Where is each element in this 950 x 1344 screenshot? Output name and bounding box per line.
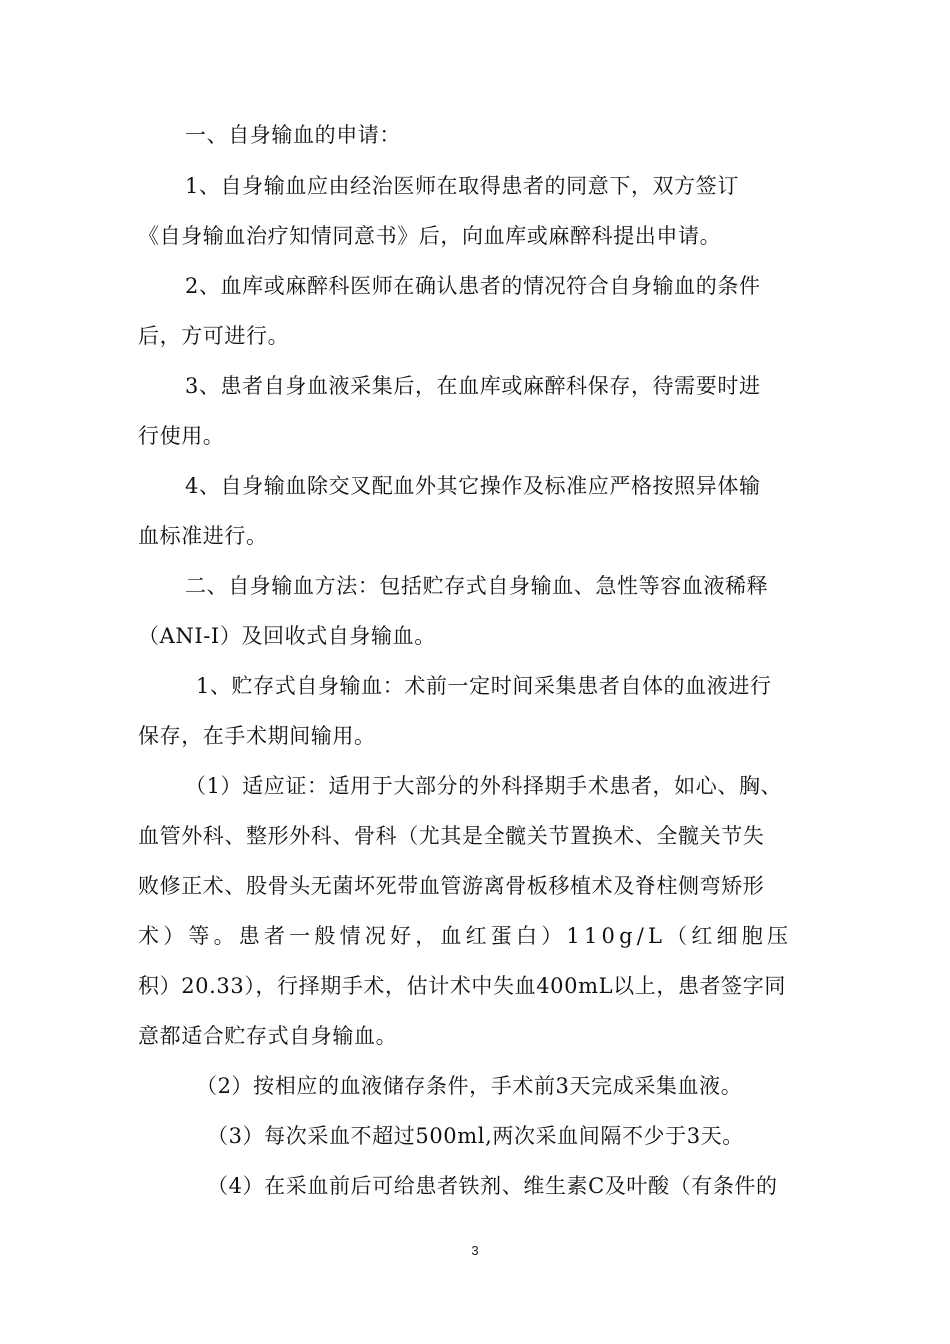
paragraph-line: 2、血库或麻醉科医师在确认患者的情况符合自身输血的条件: [185, 274, 761, 298]
paragraph-line: 积）20.33），行择期手术，估计术中失血400mL以上，患者签字同: [138, 974, 786, 998]
paragraph-line: 后，方可进行。: [138, 324, 290, 348]
page-number: 3: [471, 1243, 479, 1258]
subsection-heading-stored-transfusion: 1、贮存式自身输血：术前一定时间采集患者自体的血液进行: [196, 674, 772, 698]
paragraph-line: （3）每次采血不超过500ml,两次采血间隔不少于3天。: [207, 1124, 744, 1148]
paragraph-line: 保存，在手术期间输用。: [138, 724, 376, 748]
paragraph-line: （2）按相应的血液储存条件，手术前3天完成采集血液。: [196, 1074, 743, 1098]
paragraph-line: （1）适应证：适用于大部分的外科择期手术患者，如心、胸、: [185, 774, 783, 798]
paragraph-line: 《自身输血治疗知情同意书》后，向血库或麻醉科提出申请。: [138, 224, 722, 248]
paragraph-line: （4）在采血前后可给患者铁剂、维生素C及叶酸（有条件的: [207, 1174, 778, 1198]
paragraph-line: 3、患者自身血液采集后，在血库或麻醉科保存，待需要时进: [185, 374, 761, 398]
paragraph-line: 意都适合贮存式自身输血。: [138, 1024, 398, 1048]
paragraph-line: 败修正术、股骨头无菌坏死带血管游离骨板移植术及脊柱侧弯矫形: [138, 874, 765, 898]
paragraph-line: 术）等。患者一般情况好，血红蛋白）110g/L（红细胞压: [138, 924, 793, 948]
paragraph-line: 1、自身输血应由经治医师在取得患者的同意下，双方签订: [185, 174, 739, 198]
paragraph-line: 血管外科、整形外科、骨科（尤其是全髋关节置换术、全髋关节失: [138, 824, 765, 848]
paragraph-line: （ANI-I）及回收式自身输血。: [138, 624, 436, 648]
paragraph-line: 4、自身输血除交叉配血外其它操作及标准应严格按照异体输: [185, 474, 761, 498]
section-heading-application: 一、自身输血的申请：: [185, 123, 401, 147]
paragraph-line: 行使用。: [138, 424, 225, 448]
paragraph-line: 血标准进行。: [138, 524, 268, 548]
section-heading-methods: 二、自身输血方法：包括贮存式自身输血、急性等容血液稀释: [185, 574, 769, 598]
